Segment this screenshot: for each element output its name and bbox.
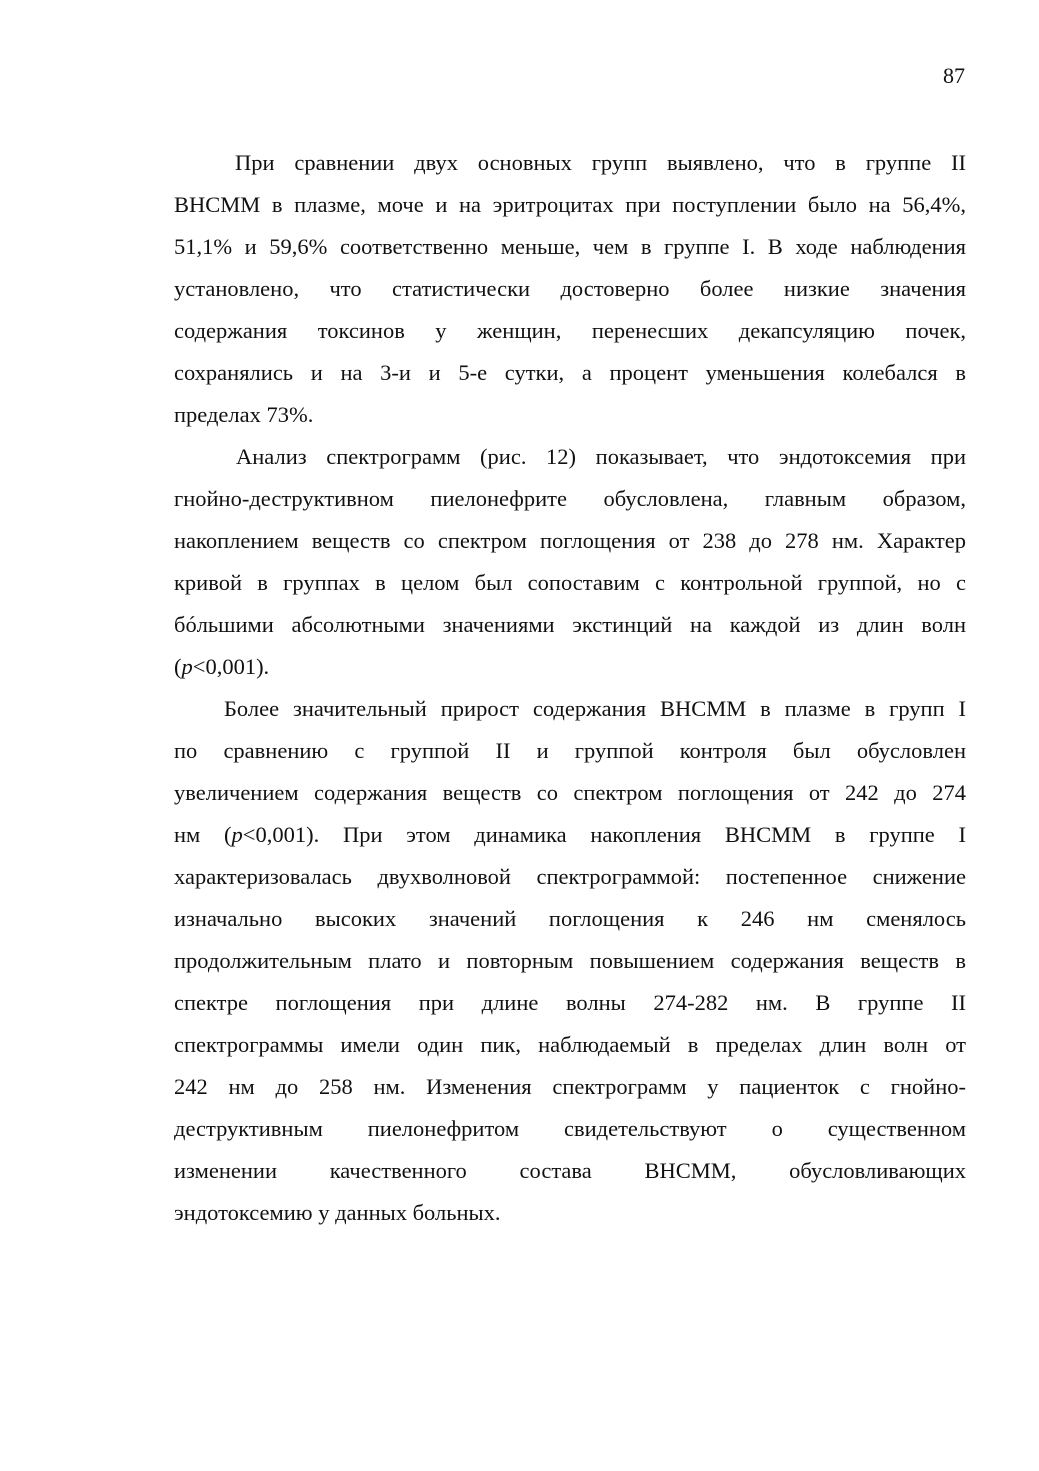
text-line: эндотоксемию у данных больных. (174, 1200, 501, 1225)
text-line: деструктивным пиелонефритом свидетельствуют о существенном (174, 1116, 966, 1141)
paragraph (174, 142, 966, 436)
text-line: установлено, что статистически достоверно более низкие значения (174, 276, 966, 301)
text-line: бóльшими абсолютными значениями экстинций на каждой из длин волн (174, 612, 966, 637)
text-line: накоплением веществ со спектром поглощения от 238 до 278 нм. Характер (174, 528, 966, 553)
text-line: Более значительный прирост содержания ВНСММ в плазме в групп I (224, 696, 966, 721)
paragraph (174, 688, 966, 1234)
italic-p: p (181, 654, 193, 679)
text-line: При сравнении двух основных групп выявлено, что в группе II (235, 150, 966, 175)
text-line (174, 814, 966, 856)
text-line: спектре поглощения при длине волны 274-282 нм. В группе II (174, 990, 966, 1015)
text-fragment: <0,001). При этом динамика накопления ВНСММ в группе I (242, 822, 966, 847)
text-line: спектрограммы имели один пик, наблюдаемый в пределах длин волн от (174, 1032, 966, 1057)
text-fragment: <0,001). (192, 654, 270, 679)
text-line: кривой в группах в целом был сопоставим с контрольной группой, но с (174, 570, 966, 595)
text-line (174, 646, 966, 688)
text-fragment: нм ( (174, 822, 232, 847)
text-fragment: ( (174, 654, 182, 679)
body-text (174, 142, 966, 1234)
text-line: пределах 73%. (174, 402, 314, 427)
text-line: гнойно-деструктивном пиелонефрите обусловлена, главным образом, (174, 486, 966, 511)
text-line: изменении качественного состава ВНСММ, обусловливающих (174, 1158, 966, 1183)
text-line: изначально высоких значений поглощения к 246 нм сменялось (174, 906, 966, 931)
italic-p: p (231, 822, 243, 847)
text-line: Анализ спектрограмм (рис. 12) показывает, что эндотоксемия при (236, 444, 966, 469)
text-line: сохранялись и на 3-и и 5-е сутки, а процент уменьшения колебался в (174, 360, 966, 385)
text-line: по сравнению с группой II и группой контроля был обусловлен (174, 738, 966, 763)
page-number: 87 (943, 63, 965, 88)
text-line: продолжительным плато и повторным повышением содержания веществ в (174, 948, 966, 973)
text-line: 51,1% и 59,6% соответственно меньше, чем в группе I. В ходе наблюдения (174, 234, 966, 259)
text-line: 242 нм до 258 нм. Изменения спектрограмм у пациенток с гнойно- (174, 1074, 966, 1099)
paragraph (174, 436, 966, 688)
text-line: ВНСММ в плазме, моче и на эритроцитах при поступлении было на 56,4%, (174, 192, 966, 217)
text-line: характеризовалась двухволновой спектрограммой: постепенное снижение (174, 864, 966, 889)
text-line: содержания токсинов у женщин, перенесших декапсуляцию почек, (174, 318, 966, 343)
text-line: увеличением содержания веществ со спектром поглощения от 242 до 274 (174, 780, 966, 805)
